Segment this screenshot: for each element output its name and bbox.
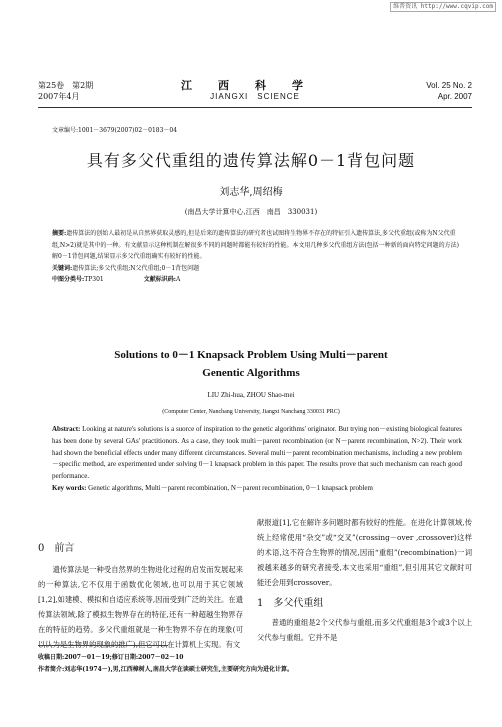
journal-name-zh: 江西科学 bbox=[181, 79, 329, 92]
affiliation-en: (Computer Center, Nanchang University, Jiangxi Nanchang 330031 PRC) bbox=[162, 409, 340, 415]
abstract-zh-body bbox=[52, 228, 462, 263]
abstract-en-text: Looking at nature's solutions is a suorce of inspiration to the genetic algorithms' originator. But trying non－existing biological features has been done by several GAs' practitionors. As a case, they took multi－parent recombination (or N－parent recombination, N>2). Their work had shown the beneficial effects under many different circumstances. Several multi－parent recombination mechanisms, including a new problem－specific method, are experimented under solving 0－1 knapsack problem in this paper. The results prove that such mechanism can reach good performance. bbox=[52, 425, 463, 481]
title-en bbox=[0, 346, 502, 382]
received-date: 收稿日期:2007－01－19;修订日期:2007－02－10 bbox=[38, 654, 184, 661]
top-url-stamp: 维普资讯 http://www.cqvip.com bbox=[390, 2, 496, 12]
header-right bbox=[426, 80, 472, 102]
date-en: Apr. 2007 bbox=[437, 92, 472, 101]
keywords-en bbox=[52, 483, 462, 495]
footnote-rule bbox=[38, 645, 168, 646]
authors-en: LIU Zhi-hua, ZHOU Shao-mei bbox=[207, 391, 295, 399]
keywords-zh-text: 遗传算法;多父代重组;N父代重组;0－1背包问题 bbox=[72, 264, 200, 272]
abstract-en bbox=[52, 424, 462, 495]
header-rule bbox=[38, 107, 472, 108]
keywords-en-text: Genetic algorithms, Multi－parent recombination, N－parent recombination, 0－1 knapsack problem bbox=[88, 483, 373, 492]
right-column bbox=[257, 515, 472, 645]
volume-en: Vol. 25 No. 2 bbox=[426, 81, 472, 90]
title-en-line1: Solutions to 0－1 Knapsack Problem Using Multi－parent bbox=[114, 349, 388, 361]
date-zh: 2007年4月 bbox=[38, 92, 80, 101]
right-paragraph-1: 献报道[1],它在解许多问题时都有较好的性能。在进化计算领域,传统上经常使用“杂交”或“交叉”(crossing－over ,crossover)这样的术语,这不符合生物界的情况,因而“重组”(recombination)一词被越来越多的研究者接受,本文也采用“重组”,但引用其它文献时可能还会用到crossover。 bbox=[257, 518, 472, 587]
title-en-line2: Genentic Algorithms bbox=[202, 367, 300, 379]
cls-label: 中图分类号: bbox=[52, 276, 85, 283]
abstract-zh-text: 遗传算法的创始人最初是从自然界获取灵感的,但是后来的遗传算法的研究者也试图将生物界不存在的特征引入遗传算法,多父代重组(或称为N父代重组,N>2)就是其中的一种。有文献显示这种机制在解很多不同的问题时都能有较好的性能。本文用几种多父代重组方法(包括一种新的面向特定问题的方法)解0－1背包问题,结果显示多父代重组确实有较好的性能。 bbox=[52, 230, 460, 260]
section-1-heading: 1 多父代重组 bbox=[257, 598, 324, 609]
title-zh: 具有多父代重组的遗传算法解0－1背包问题 bbox=[86, 151, 416, 170]
section-0-paragraph: 遗传算法是一种受自然界的生物进化过程的启发而发展起来的一种算法,它不仅用于函数优化领域,也可以用于其它领域[1,2],如建模、模拟和自适应系统等,因而受到广泛的关注。在遗传算法领域,除了模拟生物界存在的特征,还有一种超越生物界存在的特征的趋势。多父代重组就是一种生物界不存在的现象(可以认为是生物界的现象的推广),但它可以在计算机上实现。有文 bbox=[38, 565, 243, 649]
cls-text: TP301 bbox=[84, 276, 104, 283]
header-center bbox=[38, 80, 472, 102]
abstract-zh-label: 摘要: bbox=[52, 230, 67, 237]
author-bio: 作者简介:刘志华(1974－),男,江西樟树人,南昌大学在读硕士研究生,主要研究方向为进化计算。 bbox=[38, 666, 293, 673]
section-0-heading: 0 前言 bbox=[38, 543, 75, 554]
journal-header bbox=[38, 80, 472, 116]
journal-name-en: JIANGXI SCIENCE bbox=[210, 92, 300, 101]
volume-zh: 第25卷 第2期 bbox=[38, 81, 94, 90]
abstract-en-label: Abstract: bbox=[52, 425, 81, 433]
keywords-zh bbox=[52, 263, 462, 275]
keywords-en-label: Key words: bbox=[52, 483, 87, 492]
doc-code-label: 文献标识码: bbox=[143, 276, 176, 283]
left-column bbox=[38, 541, 243, 652]
affiliation-zh: (南昌大学计算中心,江西 南昌 330031) bbox=[184, 208, 318, 216]
abstract-en-body bbox=[52, 424, 462, 483]
article-number: 文章编号:1001－3679(2007)02－0183－04 bbox=[52, 127, 178, 134]
keywords-zh-label: 关键词: bbox=[52, 264, 73, 272]
abstract-zh bbox=[52, 228, 462, 286]
doc-code-text: A bbox=[175, 276, 181, 283]
right-paragraph-2: 普通的重组是2个父代参与重组,而多父代重组是3个或3个以上父代参与重组。它并不是 bbox=[257, 618, 472, 642]
footnote bbox=[38, 652, 472, 676]
authors-zh: 刘志华,周绍梅 bbox=[219, 187, 283, 198]
classification-zh bbox=[52, 274, 462, 286]
